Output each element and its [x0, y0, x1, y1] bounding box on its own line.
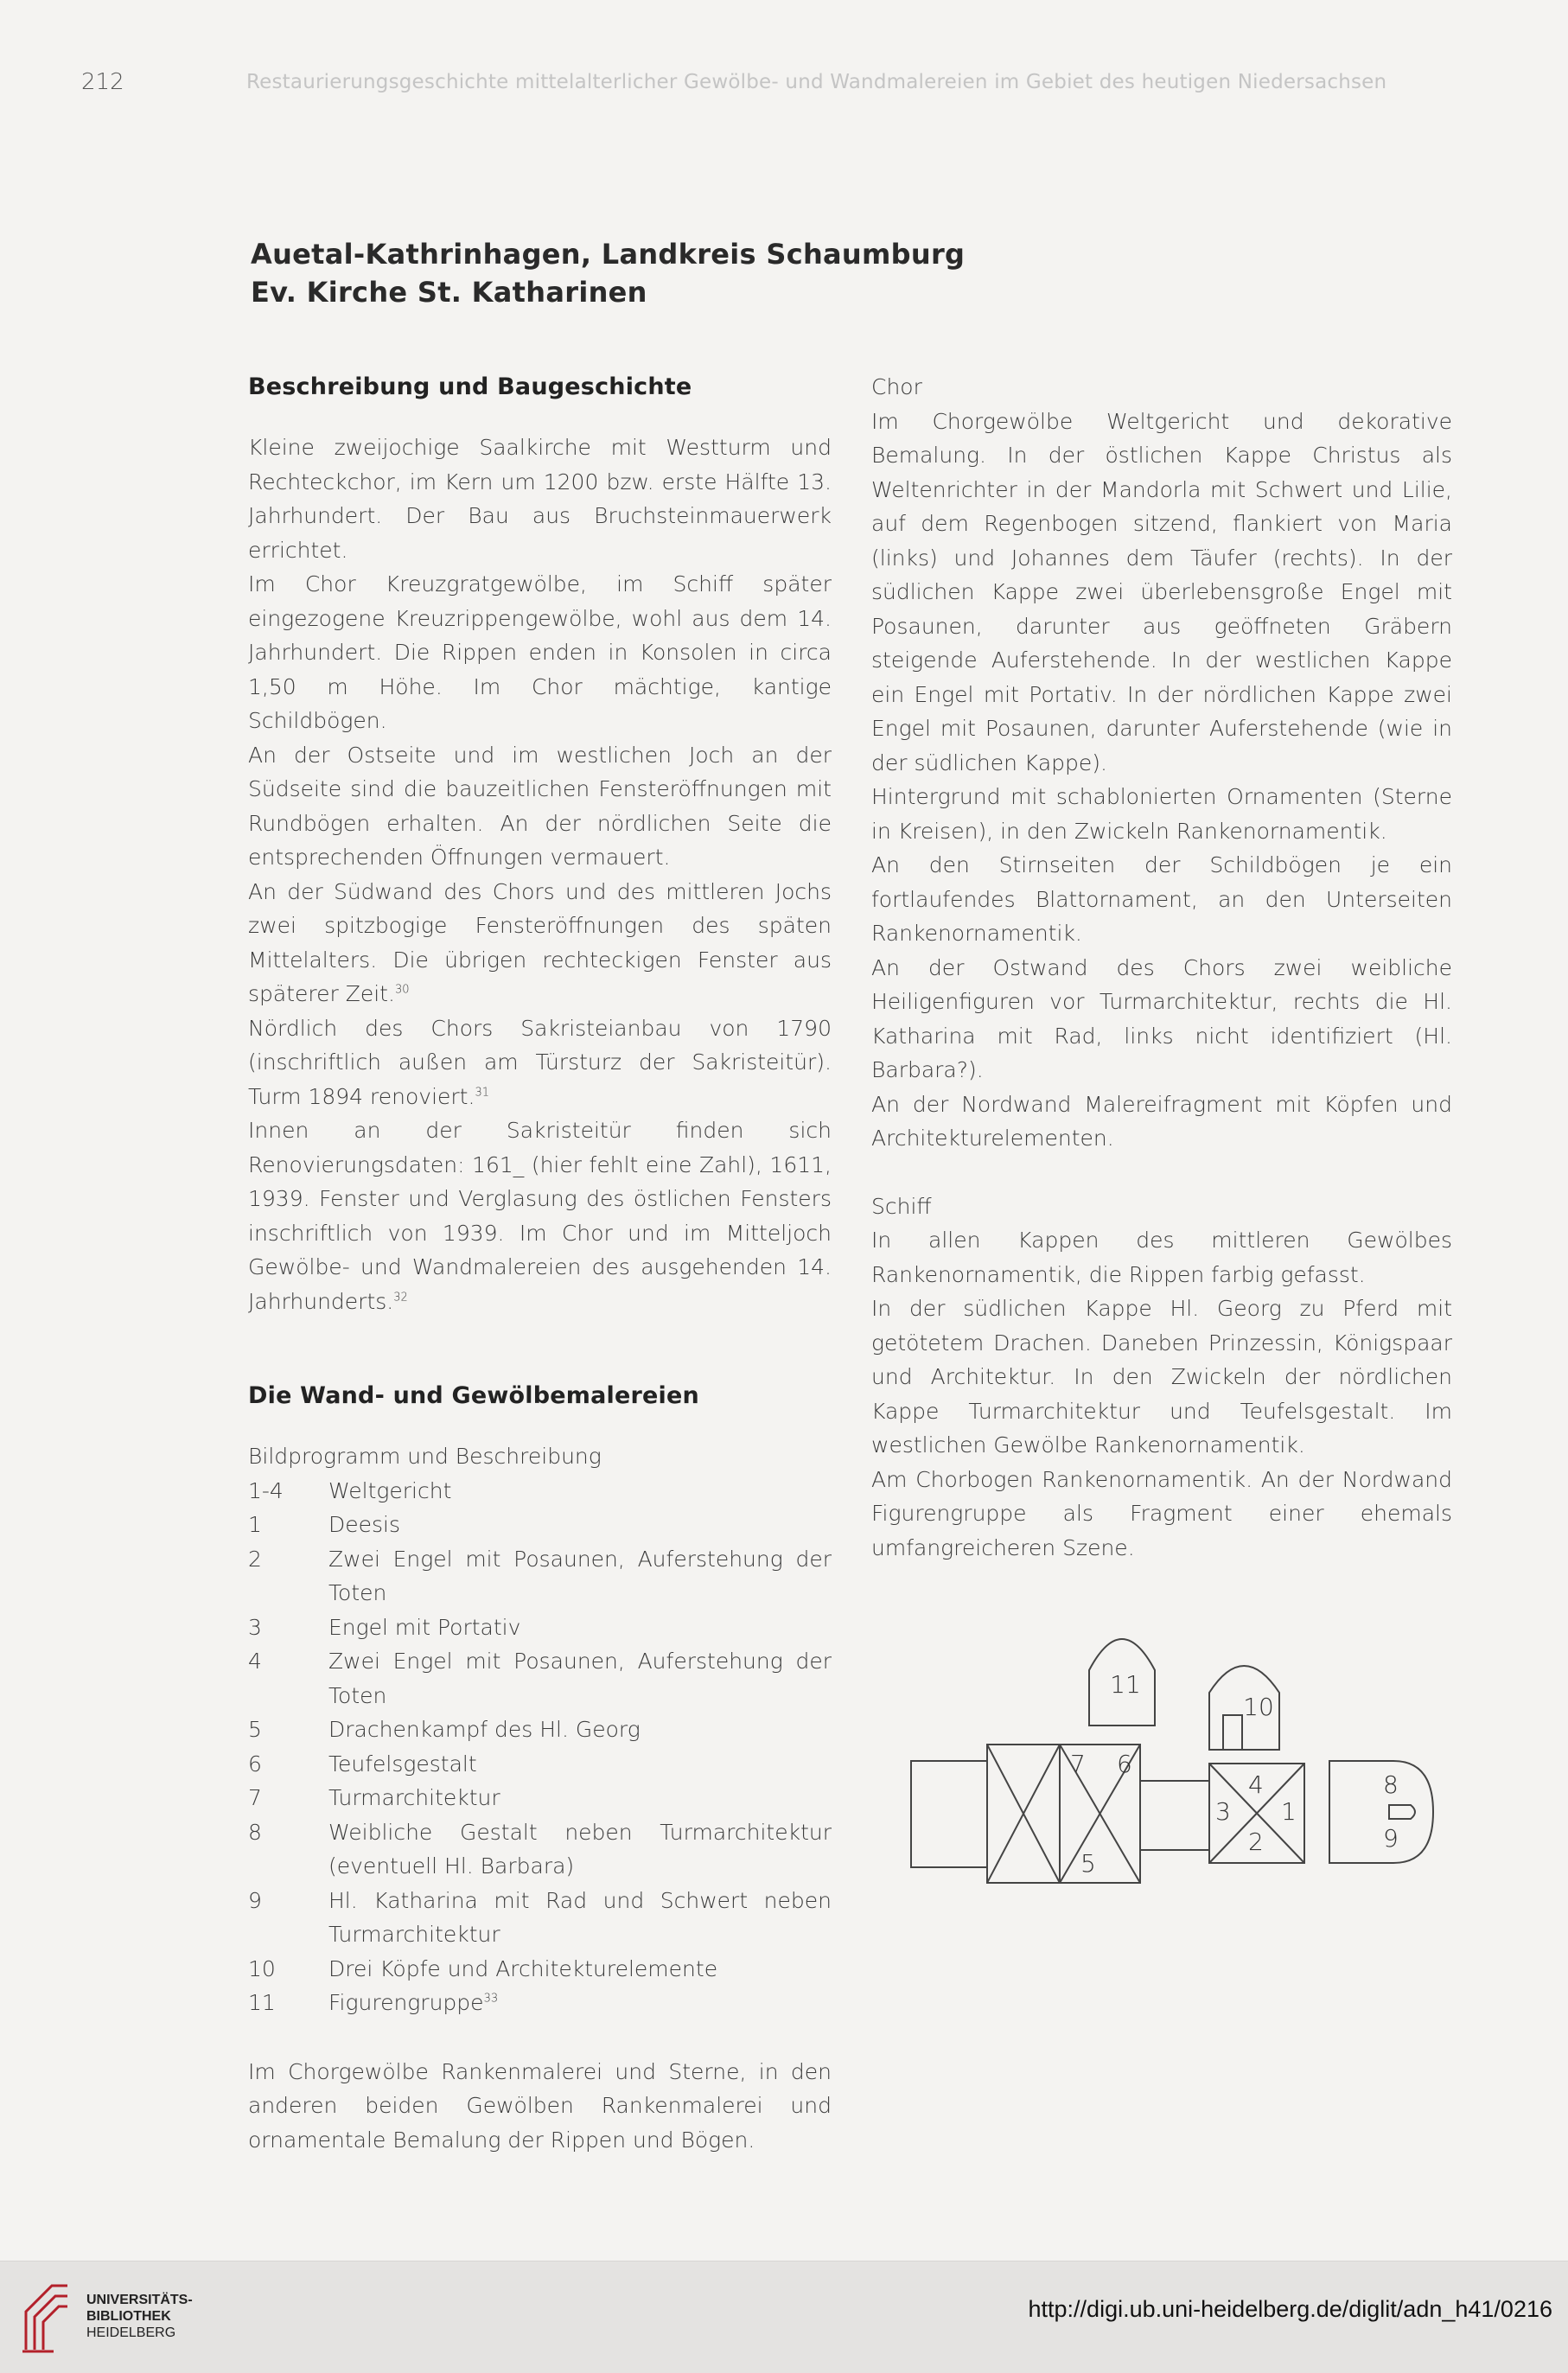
legend-number: 8	[248, 1819, 262, 1845]
page-number: 212	[81, 69, 124, 95]
article-title	[251, 235, 966, 311]
library-name: UNIVERSITÄTS- BIBLIOTHEK HEIDELBERG	[86, 2293, 193, 2340]
legend-number: 7	[248, 1785, 262, 1810]
plan-label-7: 7	[1070, 1750, 1086, 1778]
legend-number: 11	[248, 1990, 276, 2015]
plan-label-9: 9	[1383, 1824, 1399, 1853]
legend-item	[248, 1815, 832, 1884]
paragraph: An der Ostseite und im westlichen Joch an der Südseite sind die bauzeitlichen Fensteröffnungen mit Rundbögen erhalten. An der nördlichen Seite die entsprechenden Öffnungen vermauert.	[248, 742, 832, 870]
legend-text: Zwei Engel mit Posaunen, Auferstehung der Toten	[328, 1649, 832, 1708]
legend-list	[248, 1474, 832, 2020]
paragraph: In der südlichen Kappe Hl. Georg zu Pferd mit getötetem Drachen. Daneben Prinzessin, Königspaar und Architektur. In den Zwickeln der nördlichen Kappe Turmarchitektur und Teufelsgestalt. Im westlichen Gewölbe Rankenornamentik.	[871, 1296, 1452, 1458]
footnote-ref: 31	[475, 1086, 489, 1100]
legend-number: 1-4	[248, 1477, 284, 1503]
legend-item	[248, 1508, 832, 1542]
title-line-2: Ev. Kirche St. Katharinen	[251, 276, 647, 309]
legend-item	[248, 1542, 832, 1611]
legend-number: 2	[248, 1546, 262, 1572]
legend-text: Weibliche Gestalt neben Turmarchitektur (eventuell Hl. Barbara)	[328, 1819, 832, 1879]
paragraph: An der Ostwand des Chors zwei weibliche Heiligenfiguren vor Turmarchitektur, rechts die Hl. Katharina mit Rad, links nicht identifiziert (Hl. Barbara?).	[871, 954, 1452, 1082]
running-title: Restaurierungsgeschichte mittelalterlicher Gewölbe- und Wandmalereien im Gebiet des heutigen Niedersachsen	[246, 71, 1387, 93]
legend-number: 9	[248, 1887, 262, 1913]
paragraph: Am Chorbogen Rankenornamentik. An der Nordwand Figurengruppe als Fragment einer ehemals umfangreicheren Szene.	[871, 1466, 1452, 1560]
legend-item	[248, 1884, 832, 1952]
floor-plan-diagram	[899, 1608, 1452, 1902]
legend-text: Drachenkampf des Hl. Georg	[328, 1717, 641, 1742]
legend-text: Engel mit Portativ	[328, 1614, 521, 1640]
legend-text: Turmarchitektur	[328, 1785, 500, 1810]
paragraph: Im Chor Kreuzgratgewölbe, im Schiff später eingezogene Kreuzrippengewölbe, wohl aus dem 14. Jahrhundert. Die Rippen enden in Konsolen in circa 1,50 m Höhe. Im Chor mächtige, kantige Schildbögen.	[248, 571, 832, 733]
legend-item	[248, 1986, 832, 2020]
legend-text: Deesis	[328, 1512, 401, 1537]
plan-label-6: 6	[1117, 1750, 1132, 1778]
legend-number: 5	[248, 1717, 262, 1742]
footnote-ref: 30	[394, 983, 410, 997]
legend-number: 1	[248, 1512, 262, 1537]
source-url-link[interactable]: http://digi.ub.uni-heidelberg.de/diglit/adn_h41/0216	[1028, 2296, 1552, 2322]
section-heading-malereien: Die Wand- und Gewölbemalereien	[248, 1382, 699, 1409]
title-line-1: Auetal-Kathrinhagen, Landkreis Schaumburg	[251, 238, 966, 271]
legend-text: Drei Köpfe und Architekturelemente	[328, 1955, 718, 1981]
legend-text: Teufelsgestalt	[328, 1751, 477, 1777]
paragraph: An den Stirnseiten der Schildbögen je ein fortlaufendes Blattornament, an den Unterseiten Rankenornamentik.	[871, 852, 1452, 946]
legend-item	[248, 1713, 832, 1747]
legend-number: 10	[248, 1955, 276, 1981]
plan-label-10: 10	[1243, 1693, 1274, 1721]
paragraph: Nördlich des Chors Sakristeianbau von 1790 (inschriftlich außen am Türsturz der Sakristeitür). Turm 1894 renoviert.$^{31}$	[248, 1015, 832, 1109]
subheading: Bildprogramm und Beschreibung	[248, 1444, 602, 1469]
paragraph: Innen an der Sakristeitür finden sich Renovierungsdaten: 161_ (hier fehlt eine Zahl), 1611, 1939. Fenster und Verglasung des östlichen Fensters inschriftlich von 1939. Im Chor und im Mitteljoch Gewölbe- und Wandmalereien des ausgehenden 14. Jahrhunderts.$^{32}$	[248, 1118, 832, 1314]
legend-item	[248, 1644, 832, 1713]
legend-item	[248, 1747, 832, 1782]
plan-label-3: 3	[1215, 1797, 1231, 1826]
plan-label-4: 4	[1248, 1770, 1264, 1799]
subheading-chor: Chor	[871, 374, 922, 399]
legend-item	[248, 1781, 832, 1815]
legend-text: Zwei Engel mit Posaunen, Auferstehung der Toten	[328, 1546, 832, 1605]
plan-tower	[911, 1761, 987, 1867]
paragraph: Hintergrund mit schablonierten Ornamenten (Sterne in Kreisen), in den Zwickeln Rankenornamentik.	[871, 784, 1452, 844]
legend-number: 3	[248, 1614, 262, 1640]
footnote-ref: 33	[483, 1992, 499, 2006]
plan-east-apse	[1329, 1761, 1433, 1863]
paragraph: An der Nordwand Malereifragment mit Köpfen und Architekturelementen.	[871, 1091, 1452, 1151]
legend-text: Hl. Katharina mit Rad und Schwert neben Turmarchitektur	[328, 1887, 832, 1947]
paragraph: Kleine zweijochige Saalkirche mit Westturm und Rechteckchor, im Kern um 1200 bzw. erste Hälfte 13. Jahrhundert. Der Bau aus Bruchsteinmauerwerk errichtet.	[248, 435, 832, 563]
paragraph: Im Chorgewölbe Weltgericht und dekorative Bemalung. In der östlichen Kappe Christus als Weltenrichter in der Mandorla mit Schwert und Lilie, auf dem Regenbogen sitzend, flankiert von Maria (links) und Johannes dem Täufer (rechts). In der südlichen Kappe zwei überlebensgroße Engel mit Posaunen, darunter aus geöffneten Gräbern steigende Auferstehende. In der westlichen Kappe ein Engel mit Portativ. In der nördlichen Kappe zwei Engel mit Posaunen, darunter Auferstehende (wie in der südlichen Kappe).	[871, 408, 1452, 775]
paragraph: In allen Kappen des mittleren Gewölbes Rankenornamentik, die Rippen farbig gefasst.	[871, 1228, 1452, 1287]
section-heading-beschreibung: Beschreibung und Baugeschichte	[248, 373, 692, 400]
plan-label-1: 1	[1281, 1797, 1297, 1826]
paragraph: Im Chorgewölbe Rankenmalerei und Sterne, in den anderen beiden Gewölben Rankenmalerei und ornamentale Bemalung der Rippen und Bögen.	[248, 2058, 832, 2153]
subheading-schiff: Schiff	[871, 1193, 932, 1219]
plan-label-11: 11	[1110, 1670, 1141, 1699]
footer-bar	[0, 2261, 1568, 2373]
legend-text: Weltgericht	[328, 1477, 452, 1503]
running-head	[0, 69, 1568, 104]
legend-number: 6	[248, 1751, 262, 1777]
plan-label-2: 2	[1248, 1828, 1264, 1856]
paragraph: An der Südwand des Chors und des mittleren Jochs zwei spitzbogige Fensteröffnungen des späten Mittelalters. Die übrigen rechteckigen Fenster aus späterer Zeit.$^{30}$	[248, 878, 832, 1006]
legend-text: Figurengruppe$^{33}$	[328, 1990, 499, 2015]
footnote-ref: 32	[393, 1291, 408, 1305]
left-column	[248, 370, 832, 2157]
legend-number: 4	[248, 1649, 262, 1674]
legend-item	[248, 1952, 832, 1987]
legend-item	[248, 1611, 832, 1645]
plan-label-8: 8	[1383, 1770, 1399, 1799]
right-column	[871, 370, 1452, 1565]
library-logo-icon	[19, 2279, 74, 2357]
plan-label-5: 5	[1080, 1849, 1096, 1878]
legend-item	[248, 1474, 832, 1509]
